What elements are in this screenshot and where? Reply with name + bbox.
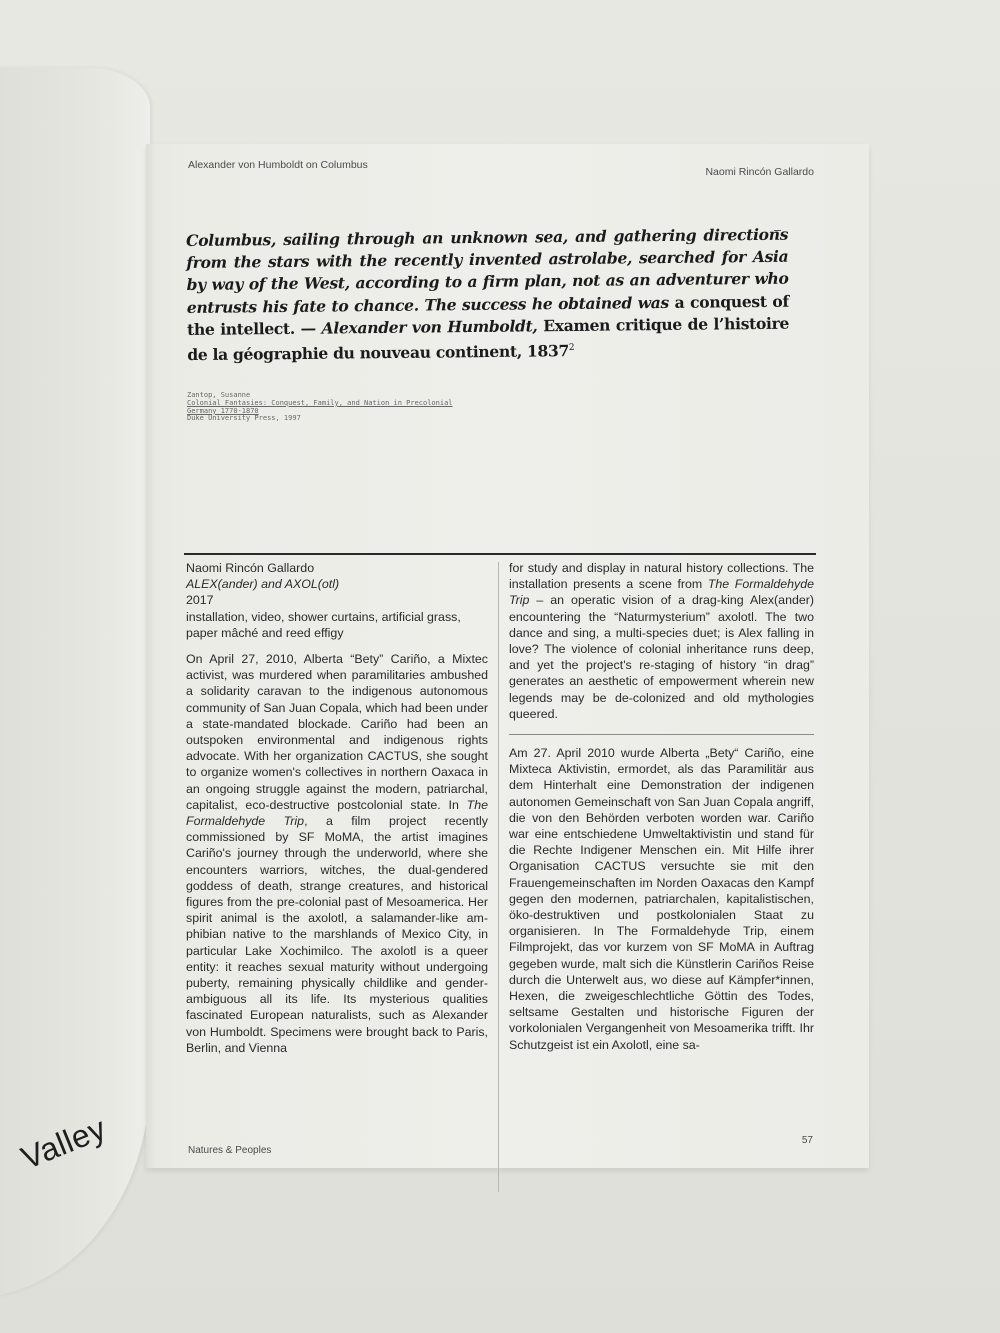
citation-author: Zantop, Susanne (187, 391, 251, 399)
column-left (186, 560, 488, 1056)
column-divider (498, 562, 499, 1192)
citation-publisher: Duke University Press, 1997 (187, 414, 301, 423)
page-number: 57 (801, 1135, 813, 1146)
citation-title-line1: Colonial Fantasies: Conquest, Family, and Nation in Precolonial (187, 398, 453, 407)
epigraph-source: Examen critique de l’histoire de la géographie du nouveau continent, 1837 (187, 313, 790, 365)
english-p2-text-b: – an operatic vision of a drag-king Alex(ander) encountering the “Naturmysterium” axolotl. The two dance and sing, a multi-species duet; is Alex falling in love? The violence of colonial inheritance runs deep, and yet the project's re-staging of history “in drag” generates an aesthetic of empowerment wherein new legends may be de-colonized and old mythologies queered. (509, 593, 814, 721)
footer-section-title: Natures & Peoples (188, 1145, 272, 1156)
section-rule (184, 553, 816, 555)
artwork-title: ALEX(ander) and AXOL(otl) (186, 577, 340, 592)
citation-title-line2: Germany 1770-1870 (187, 406, 259, 415)
epigraph-part2: a conquest of the intellect. — (186, 291, 789, 339)
language-divider-rule (509, 734, 814, 735)
english-p2-text-a: for study and display in natural history collections. The installation presents a scene from (509, 561, 814, 592)
footnote-reference[interactable]: 2 (568, 342, 575, 354)
english-p1-text-a: On April 27, 2010, Alberta “Bety” Cariño, a Mixtec activist, was murdered when paramilitaries ambushed a solidarity caravan to the indigenous autonomous community of San Juan Copala, which had been under a state-mandated blockade. Cariño had been an outspoken environmental and indigenous rights advocate. With her organization CACTUS, she sought to organize women's collectives in northern Oaxaca in an ongoing struggle against the modern, patriarchal, capitalist, eco-destructive postcolonial state. In (186, 652, 488, 812)
artwork-caption (186, 560, 488, 641)
left-page-curl (0, 68, 150, 1298)
epigraph-quote (186, 224, 789, 367)
epigraph-part1: Columbus, sailing through an unknown sea, and gathering directions from the stars with the recently invented astrolabe, searched for Asia by way of the West, according to a firm plan, not as an adventurer who entrusts his fate to chance. The success he obtained was (186, 224, 789, 317)
book-page (146, 144, 869, 1168)
english-paragraph-1 (186, 651, 488, 1056)
english-paragraph-2 (509, 560, 814, 722)
artwork-artist: Naomi Rincón Gallardo (186, 561, 315, 575)
english-p1-film-title: The Formaldehyde Trip (186, 797, 488, 829)
english-p1-text-b: , a film project recently commissioned by SF MoMA, the artist imagines Cariño's journey through the underworld, where she encounters warriors, witches, the dual-gendered goddess of death, strange creatures, and historical figures from the pre-colonial past of Mesoamerica. Her spirit animal is the axolotl, a salamander-like amphibian native to the marshlands of Mexico City, in particular Lake Xochimilco. The axolotl is a queer entity: it reaches sexual maturity without undergoing puberty, remaining physically childlike and gender-ambiguous all its life. Its mysterious qualities fascinated European naturalists, such as Alexander von Humboldt. Specimens were brought back to Paris, Berlin, and Vienna (186, 814, 488, 1055)
citation (187, 392, 453, 423)
running-head-right: Naomi Rincón Gallardo (705, 166, 814, 178)
english-p2-film-title: The Formaldehyde Trip (509, 577, 814, 608)
epigraph-attribution: Alexander von Humboldt, (321, 316, 538, 338)
column-right (509, 560, 814, 1053)
german-paragraph-1: Am 27. April 2010 wurde Alberta „Bety“ Cariño, eine Mixteca Aktivistin, ermordet, als das Paramilitär aus dem Hinterhalt eine Demonstration der indigenen autonomen Gemeinschaft von San Juan Copala angriff, die von den Behörden verboten worden war. Cariño war eine entschiedene Umweltaktivistin und stand für die Rechte Indigener Menschen ein. Mit Hilfe ihrer Organisation CACTUS versuchte sie mit den Frauengemeinschaften im Norden Oaxacas den Kampf gegen den modernen, patriarchalen, kapitalistischen, öko-destruktiven und postkolonialen Staat zu organisieren. In The Formaldehyde Trip, einem Filmprojekt, das vor kurzem von SF MoMA in Auftrag gegeben wurde, malt sich die Künstlerin Cariños Reise durch die Unterwelt aus, wo diese auf Kämpfer*innen, Hexen, die zweigeschlechtliche Göttin des Todes, seltsame Gestalten und historische Figuren der vorkolonialen Vergangenheit von Mesoamerika trifft. Ihr Schutzgeist ist ein Axolotl, eine sa- (509, 746, 814, 1052)
artwork-year: 2017 (186, 593, 214, 608)
artwork-medium: installation, video, shower curtains, artificial grass, paper mâché and reed effigy (186, 609, 461, 640)
running-head-left: Alexander von Humboldt on Columbus (188, 159, 368, 171)
left-page-fragment-text: Valley (16, 1109, 112, 1177)
